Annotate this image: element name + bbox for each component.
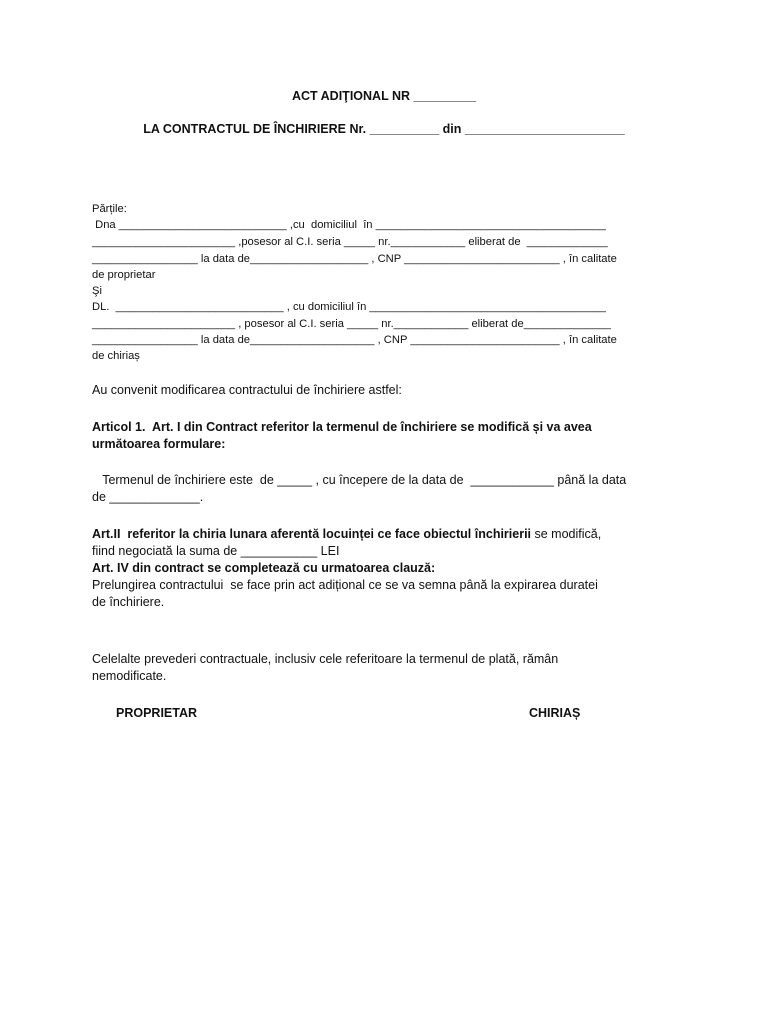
agreement-text: Au convenit modificarea contractului de închiriere astfel: bbox=[92, 383, 402, 397]
article2-bold-text: Art.II referitor la chiria lunara aferentă locuinței ce face obiectul închirierii bbox=[92, 527, 532, 541]
article2-line2: fiind negociată la suma de ___________ LEI bbox=[92, 544, 340, 558]
party1-line: _______________________ ,posesor al C.I. seria _____ nr.____________ eliberat de _____________ bbox=[92, 236, 608, 248]
party2-line: _________________ la data de____________________ , CNP ________________________ , în calitate bbox=[92, 334, 617, 346]
extension-line: de închiriere. bbox=[92, 595, 165, 609]
party1-line: _________________ la data de___________________ , CNP _________________________ , în calitate bbox=[92, 253, 617, 265]
signature-tenant-label: CHIRIAȘ bbox=[529, 706, 581, 720]
article2-line bbox=[92, 526, 601, 542]
article1-line: Articol 1. Art. I din Contract referitor la termenul de închiriere se modifică și va avea bbox=[92, 420, 592, 434]
other-provisions-line: Celelalte prevederi contractuale, inclusiv cele referitoare la termenul de plată, rămân bbox=[92, 652, 559, 666]
article2-rest-text: se modifică, bbox=[531, 527, 602, 541]
extension-line: Prelungirea contractului se face prin act adițional ce se va semna până la expirarea duratei bbox=[92, 578, 598, 592]
party1-line: Dna ___________________________ ,cu domiciliul în _____________________________________ bbox=[92, 219, 606, 231]
party2-line: _______________________ , posesor al C.I. seria _____ nr.____________ eliberat de______________ bbox=[92, 318, 611, 330]
other-provisions-line: nemodificate. bbox=[92, 669, 167, 683]
term-line: Termenul de închiriere este de _____ , cu începere de la data de ____________ până la data bbox=[92, 473, 627, 487]
party2-line: de chiriaș bbox=[92, 350, 140, 362]
document-title: ACT ADIŢIONAL NR _________ bbox=[291, 89, 477, 103]
parties-heading: Părțile: bbox=[92, 203, 127, 215]
party1-line: de proprietar bbox=[92, 269, 156, 281]
term-line: de _____________. bbox=[92, 490, 204, 504]
signature-owner-label: PROPRIETAR bbox=[116, 706, 198, 720]
party2-line: DL. ___________________________ , cu domiciliul în ______________________________________ bbox=[92, 301, 606, 313]
document-subtitle: LA CONTRACTUL DE ÎNCHIRIERE Nr. __________ din _______________________ bbox=[143, 122, 625, 136]
article4-heading: Art. IV din contract se completează cu urmatoarea clauză: bbox=[92, 561, 436, 575]
conjunction: Şi bbox=[92, 285, 102, 297]
article1-line: următoarea formulare: bbox=[92, 437, 226, 451]
